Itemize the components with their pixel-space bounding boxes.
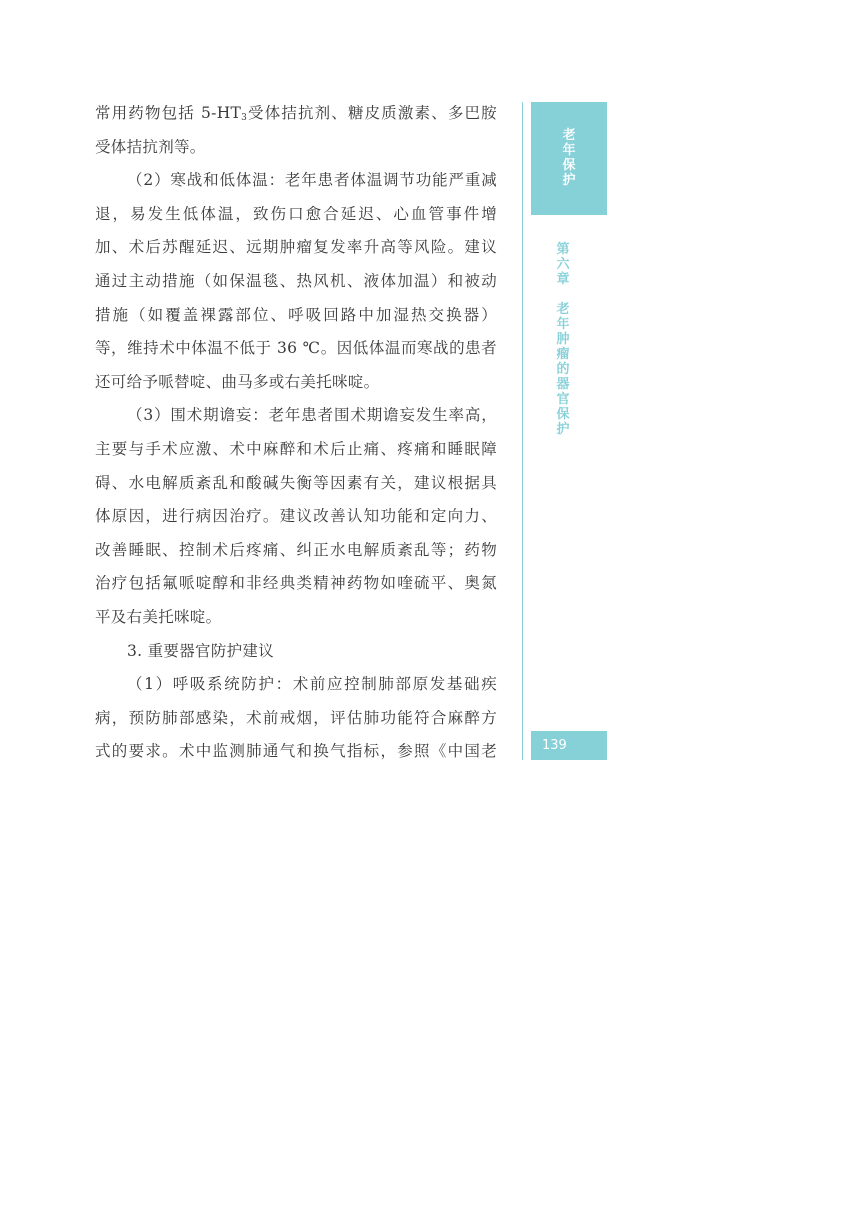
text-line: （3）围术期谵妄：老年患者围术期谵妄发生率高，	[127, 406, 497, 425]
text-line: 改善睡眠、控制术后疼痛、纠正水电解质紊乱等；药物	[95, 540, 497, 559]
text-line: 治疗包括氟哌啶醇和非经典类精神药物如喹硫平、奥氮	[95, 574, 497, 593]
text-line: 式的要求。术中监测肺通气和换气指标，参照《中国老	[95, 742, 497, 761]
body-text	[95, 97, 497, 769]
text-line: 体原因，进行病因治疗。建议改善认知功能和定向力、	[95, 507, 497, 526]
text-line: 还可给予哌替啶、曲马多或右美托咪啶。	[95, 372, 380, 391]
section-heading: 3. 重要器官防护建议	[127, 641, 275, 660]
page-number: 139	[542, 738, 567, 753]
text-line: 常用药物包括 $5-HT_3$受体拮抗剂、糖皮质激素、多巴胺	[95, 104, 497, 123]
text-line: 措施（如覆盖裸露部位、呼吸回路中加湿热交换器）	[95, 305, 497, 324]
chapter-title	[556, 242, 570, 437]
text-line: 退，易发生低体温，致伤口愈合延迟、心血管事件增	[95, 204, 497, 223]
text-line: 碍、水电解质紊乱和酸碱失衡等因素有关，建议根据具	[95, 473, 497, 492]
text-line: 病，预防肺部感染，术前戒烟，评估肺功能符合麻醉方	[95, 708, 497, 727]
text-line: 加、术后苏醒延迟、远期肿瘤复发率升高等风险。建议	[95, 238, 497, 257]
section-tab-label: 老年保护	[562, 128, 576, 188]
text-line: （1）呼吸系统防护：术前应控制肺部原发基础疾	[127, 675, 497, 694]
text-line: 平及右美托咪啶。	[95, 607, 222, 626]
text-line: 等，维持术中体温不低于 36 ℃。因低体温而寒战的患者	[95, 339, 497, 358]
chapter-number: 第六章	[556, 242, 570, 287]
text-line: 通过主动措施（如保温毯、热风机、液体加温）和被动	[95, 271, 497, 290]
text-line: 受体拮抗剂等。	[95, 137, 206, 156]
margin-divider	[522, 102, 523, 760]
text-line: （2）寒战和低体温：老年患者体温调节功能严重减	[127, 171, 497, 190]
chapter-name: 老年肿瘤的器官保护	[556, 302, 570, 437]
text-line: 主要与手术应激、术中麻醉和术后止痛、疼痛和睡眠障	[95, 439, 497, 458]
page-number-box	[531, 731, 607, 760]
section-tab	[531, 102, 607, 215]
